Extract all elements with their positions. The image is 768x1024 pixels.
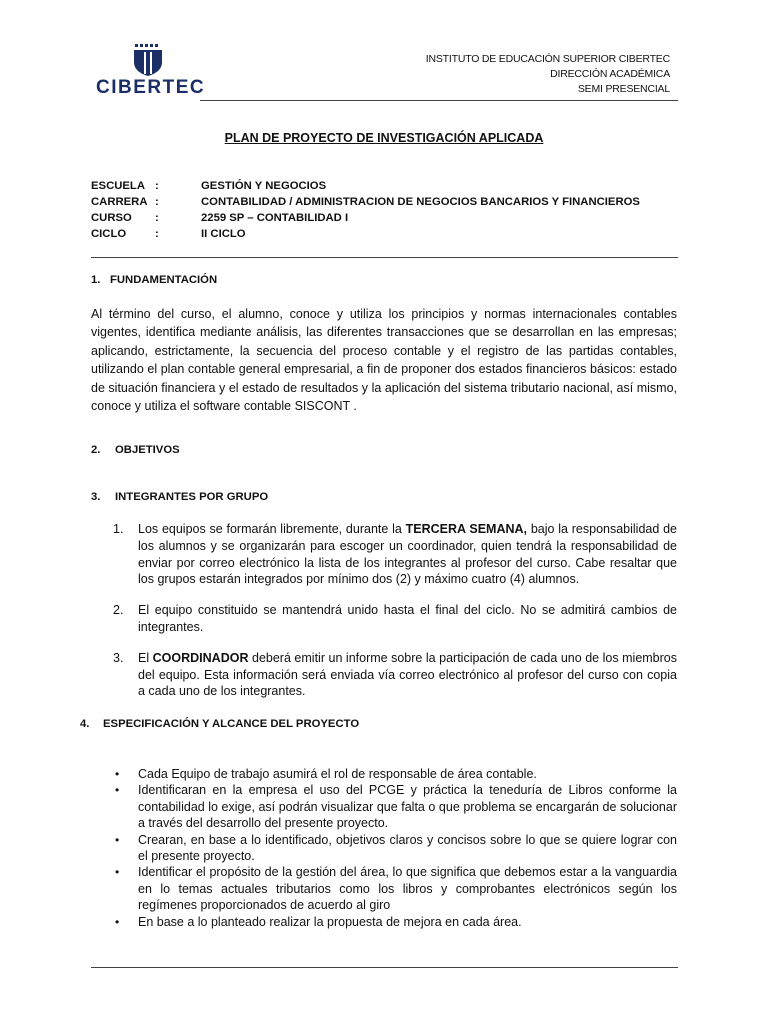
bullet-item bbox=[113, 914, 677, 930]
info-divider bbox=[91, 257, 678, 258]
item-number: 1. bbox=[113, 522, 124, 536]
item-text: El bbox=[138, 650, 153, 665]
bullet-item bbox=[113, 864, 677, 913]
integrantes-list bbox=[113, 521, 677, 714]
info-value: CONTABILIDAD / ADMINISTRACION DE NEGOCIOS BANCARIOS Y FINANCIEROS bbox=[201, 196, 640, 208]
bullet-icon: • bbox=[115, 832, 120, 847]
section-title: INTEGRANTES POR GRUPO bbox=[115, 491, 269, 503]
bullet-item bbox=[113, 832, 677, 865]
info-label: CICLO bbox=[91, 228, 127, 240]
section-heading-2 bbox=[91, 444, 180, 456]
bullet-icon: • bbox=[115, 914, 120, 929]
item-number: 3. bbox=[113, 650, 124, 665]
item-text: El equipo constituido se mantendrá unido hasta el final del ciclo. No se admitirá cambios de integrantes. bbox=[138, 603, 677, 634]
section-number: 2. bbox=[91, 444, 101, 456]
fundamentacion-paragraph: Al término del curso, el alumno, conoce y utiliza los principios y normas internacionales contables vigentes, identifica mediante análisis, las diferentes transacciones que se desarrollan en las empresas; aplicando, estrictamente, la secuencia del proceso contable y el registro de las partidas contables, utilizando el plan contable general empresarial, a fin de proponer dos estados financieros básicos: estado de situación financiera y el estado de resultados y la aplicación del sistema tributario nacional, así mismo, conoce y utiliza el software contable SISCONT . bbox=[91, 307, 677, 414]
bullet-icon: • bbox=[115, 865, 120, 880]
item-text: bajo la responsabilidad de los alumnos y se organizarán para escoger un coordinador, quien tendrá la responsabilidad de enviar por correo electrónico la lista de los integrantes al profesor del curso. Cabe resaltar que los grupos estarán integrados por mínimo dos (2) y máximo cuatro (4) alumnos. bbox=[138, 522, 678, 587]
bullet-icon: • bbox=[115, 767, 120, 781]
info-label: CURSO bbox=[91, 212, 132, 224]
section-title: OBJETIVOS bbox=[115, 444, 180, 456]
info-separator: : bbox=[155, 212, 159, 224]
item-text: Identificaran en la empresa el uso del PCGE y práctica la teneduría de Libros conforme la contabilidad lo exige, así podrán visualizar que falta o que problema se encargarán de solucionar a través del desarrollo del presente proyecto. bbox=[138, 783, 677, 831]
logo-text: CIBERTEC bbox=[96, 77, 206, 98]
list-item bbox=[113, 650, 677, 700]
info-separator: : bbox=[155, 180, 159, 192]
item-text: Crearan, en base a lo identificado, objetivos claros y concisos sobre lo que se quiere lograr con el presente proyecto. bbox=[138, 832, 677, 864]
item-text: Cada Equipo de trabajo asumirá el rol de responsable de área contable. bbox=[138, 767, 537, 781]
info-row-ciclo bbox=[91, 226, 640, 242]
list-item bbox=[113, 521, 677, 588]
bullet-icon: • bbox=[115, 783, 120, 798]
section-number: 1. bbox=[91, 274, 101, 286]
section-heading-3 bbox=[91, 491, 268, 503]
section-heading-1 bbox=[91, 274, 217, 286]
info-row-carrera bbox=[91, 194, 640, 210]
item-emphasis: TERCERA SEMANA, bbox=[405, 522, 528, 536]
section-title: FUNDAMENTACIÓN bbox=[110, 274, 218, 286]
info-row-escuela bbox=[91, 178, 640, 194]
document-title: PLAN DE PROYECTO DE INVESTIGACIÓN APLICADA bbox=[224, 131, 544, 145]
item-text: Los equipos se formarán libremente, durante la bbox=[138, 522, 406, 536]
list-item bbox=[113, 602, 677, 636]
shield-icon bbox=[130, 44, 166, 78]
especificacion-list bbox=[113, 766, 677, 930]
study-mode: SEMI PRESENCIAL bbox=[577, 83, 670, 95]
direction-name: DIRECCIÓN ACADÉMICA bbox=[550, 68, 670, 80]
item-number: 2. bbox=[113, 603, 124, 618]
header-divider bbox=[200, 100, 678, 101]
bullet-item bbox=[113, 766, 677, 782]
section-number: 3. bbox=[91, 491, 101, 503]
info-row-curso bbox=[91, 210, 640, 226]
info-separator: : bbox=[155, 196, 159, 208]
item-text: deberá emitir un informe sobre la participación de cada uno de los miembros del equipo. Esta información será enviada vía correo electrónico al profesor del curso con copia a cada uno de los integrantes. bbox=[138, 650, 677, 699]
cibertec-logo bbox=[96, 44, 206, 100]
item-text: En base a lo planteado realizar la propuesta de mejora en cada área. bbox=[138, 914, 522, 929]
course-info bbox=[91, 178, 640, 242]
info-value: GESTIÓN Y NEGOCIOS bbox=[201, 180, 327, 192]
footer-divider bbox=[91, 967, 678, 968]
info-separator: : bbox=[155, 228, 159, 240]
section-heading-4 bbox=[80, 718, 359, 730]
info-label: CARRERA bbox=[91, 196, 148, 208]
info-label: ESCUELA bbox=[91, 180, 145, 192]
item-emphasis: COORDINADOR bbox=[152, 650, 249, 665]
institution-name: INSTITUTO DE EDUCACIÓN SUPERIOR CIBERTEC bbox=[425, 53, 670, 65]
bullet-item bbox=[113, 782, 677, 831]
section-number: 4. bbox=[80, 718, 90, 730]
item-text: Identificar el propósito de la gestión del área, lo que significa que debemos estar a la vanguardia en lo temas actuales tributarios como los libros y comprobantes electrónicos según los regímenes proporcionados de acuerdo al giro bbox=[138, 865, 677, 913]
section-title: ESPECIFICACIÓN Y ALCANCE DEL PROYECTO bbox=[103, 718, 360, 730]
institution-header bbox=[426, 52, 670, 97]
info-value: 2259 SP – CONTABILIDAD I bbox=[201, 212, 349, 224]
info-value: II CICLO bbox=[201, 228, 246, 240]
